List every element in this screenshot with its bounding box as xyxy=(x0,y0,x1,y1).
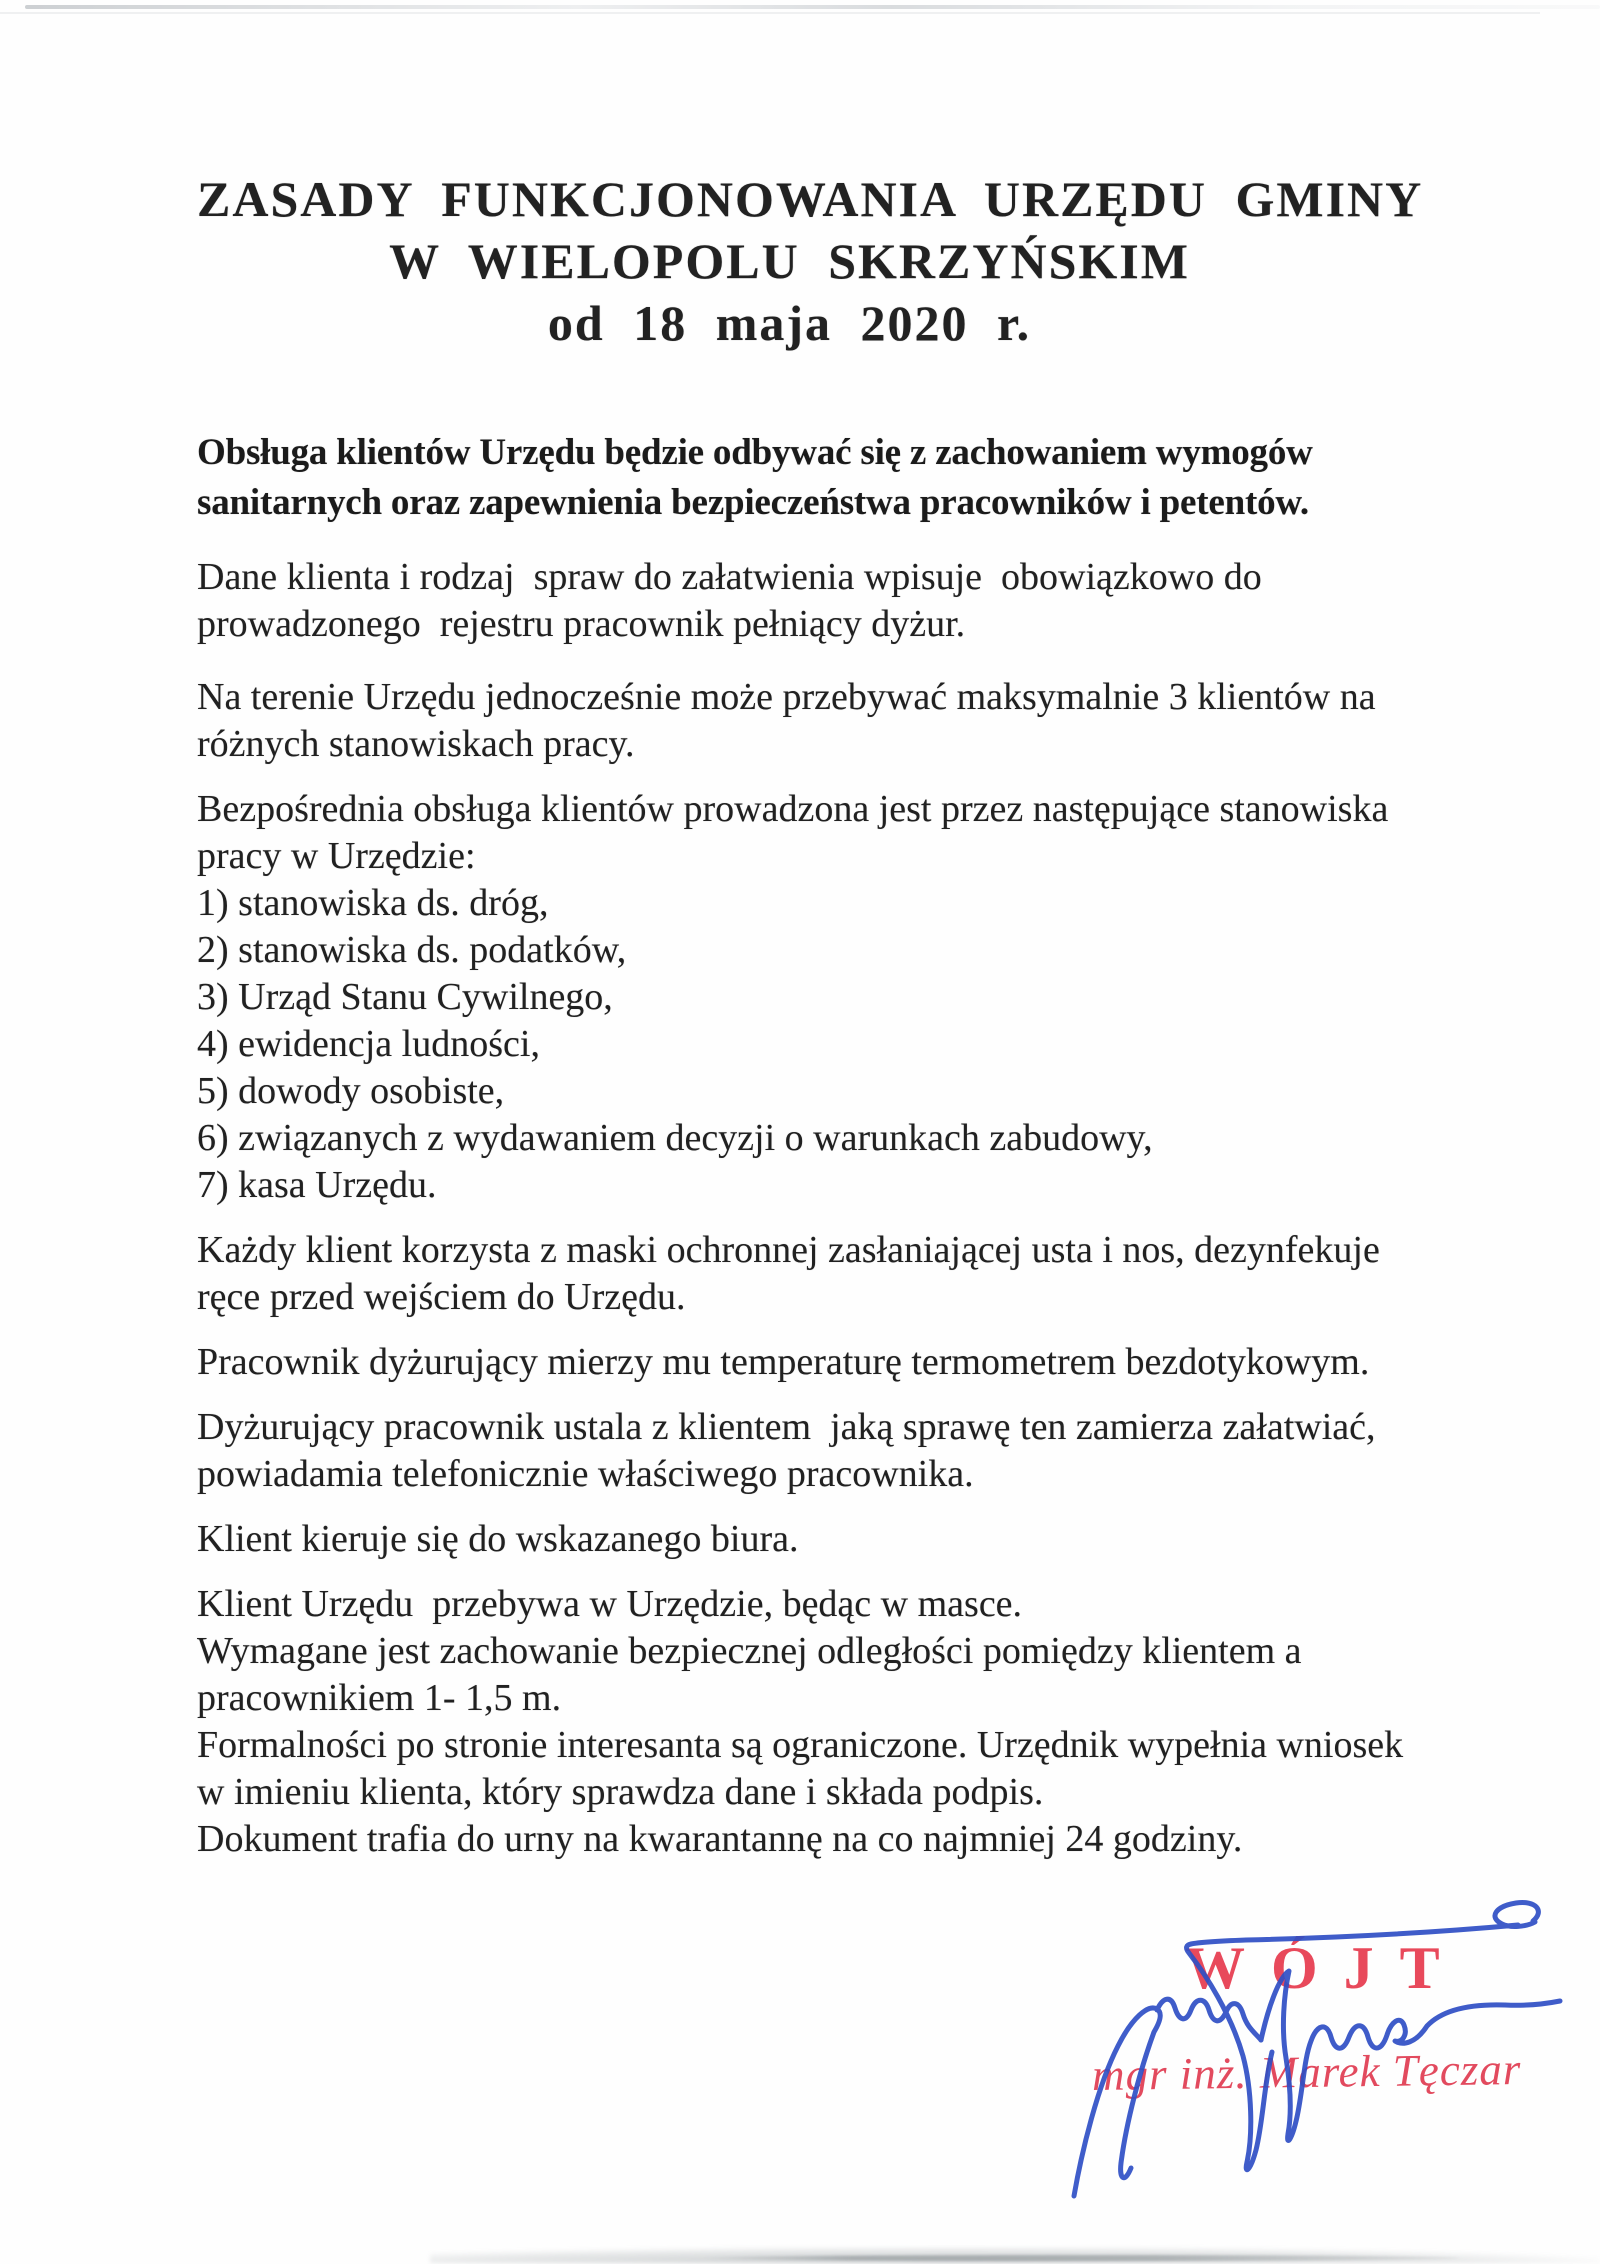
text-line: Na terenie Urzędu jednocześnie może przebywać maksymalnie 3 klientów na xyxy=(197,676,1376,718)
text-line: Dokument trafia do urny na kwarantannę na co najmniej 24 godziny. xyxy=(197,1818,1243,1860)
text-line: prowadzonego rejestru pracownik pełniący dyżur. xyxy=(197,603,966,645)
list-item: 3) Urząd Stanu Cywilnego, xyxy=(197,976,613,1018)
title-line: W WIELOPOLU SKRZYŃSKIM xyxy=(389,233,1190,289)
paragraph-mask-rules xyxy=(197,1227,1382,1321)
text-line: Dane klienta i rodzaj spraw do załatwienia wpisuje obowiązkowo do xyxy=(197,556,1262,598)
text-line: Formalności po stronie interesanta są ograniczone. Urzędnik wypełnia wniosek xyxy=(197,1724,1404,1766)
text-line: Pracownik dyżurujący mierzy mu temperaturę termometrem bezdotykowym. xyxy=(197,1341,1370,1383)
text-line: Klient Urzędu przebywa w Urzędzie, będąc w masce. xyxy=(197,1583,1023,1625)
text-line: sanitarnych oraz zapewnienia bezpieczeństwa pracowników i petentów. xyxy=(197,482,1309,523)
text-line: Obsługa klientów Urzędu będzie odbywać się z zachowaniem wymogów xyxy=(197,432,1313,473)
document-content xyxy=(197,168,1424,1881)
list-item: 7) kasa Urzędu. xyxy=(197,1164,437,1206)
list-item: 5) dowody osobiste, xyxy=(197,1070,505,1112)
paragraph-intro-bold xyxy=(197,428,1382,528)
paragraph-final-rules xyxy=(197,1581,1404,1863)
scan-edge-artifact-top xyxy=(25,5,1600,9)
text-line: w imieniu klienta, który sprawdza dane i składa podpis. xyxy=(197,1771,1044,1813)
list-item: 6) związanych z wydawaniem decyzji o warunkach zabudowy, xyxy=(197,1117,1153,1159)
text-line: Dyżurujący pracownik ustala z klientem jaką sprawę ten zamierza załatwiać, xyxy=(197,1406,1376,1448)
paragraph-directed-office xyxy=(197,1516,1382,1563)
pen-signature-scribble xyxy=(1040,1880,1600,2264)
paragraph-temperature xyxy=(197,1339,1382,1386)
text-line: powiadamia telefonicznie właściwego pracownika. xyxy=(197,1453,974,1495)
list-item: 2) stanowiska ds. podatków, xyxy=(197,929,627,971)
text-line: ręce przed wejściem do Urzędu. xyxy=(197,1276,686,1318)
text-line: różnych stanowiskach pracy. xyxy=(197,723,635,765)
paragraph-duty-worker xyxy=(197,1404,1382,1498)
paragraph-service-desks xyxy=(197,786,1389,1209)
paragraph-max-clients xyxy=(197,674,1382,768)
title-line: ZASADY FUNKCJONOWANIA URZĘDU GMINY xyxy=(197,171,1424,227)
wojt-stamp-signer: mgr inż. Marek Tęczar xyxy=(1091,2044,1522,2100)
paragraph-register xyxy=(197,554,1382,648)
text-line: Każdy klient korzysta z maski ochronnej zasłaniającej usta i nos, dezynfekuje xyxy=(197,1229,1380,1271)
text-line: pracownikiem 1- 1,5 m. xyxy=(197,1677,562,1719)
title-line: od 18 maja 2020 r. xyxy=(547,295,1032,351)
text-line: pracy w Urzędzie: xyxy=(197,835,476,877)
list-item: 4) ewidencja ludności, xyxy=(197,1023,540,1065)
list-item: 1) stanowiska ds. dróg, xyxy=(197,882,549,924)
text-line: Wymagane jest zachowanie bezpiecznej odległości pomiędzy klientem a xyxy=(197,1630,1302,1672)
wojt-stamp-title: WÓJT xyxy=(1185,1935,1466,2001)
scan-edge-shadow-bottom-core xyxy=(700,2255,1460,2261)
text-line: Bezpośrednia obsługa klientów prowadzona jest przez następujące stanowiska xyxy=(197,788,1389,830)
scan-edge-artifact-top-2 xyxy=(0,12,1540,14)
document-title xyxy=(197,168,1424,354)
text-line: Klient kieruje się do wskazanego biura. xyxy=(197,1518,799,1560)
